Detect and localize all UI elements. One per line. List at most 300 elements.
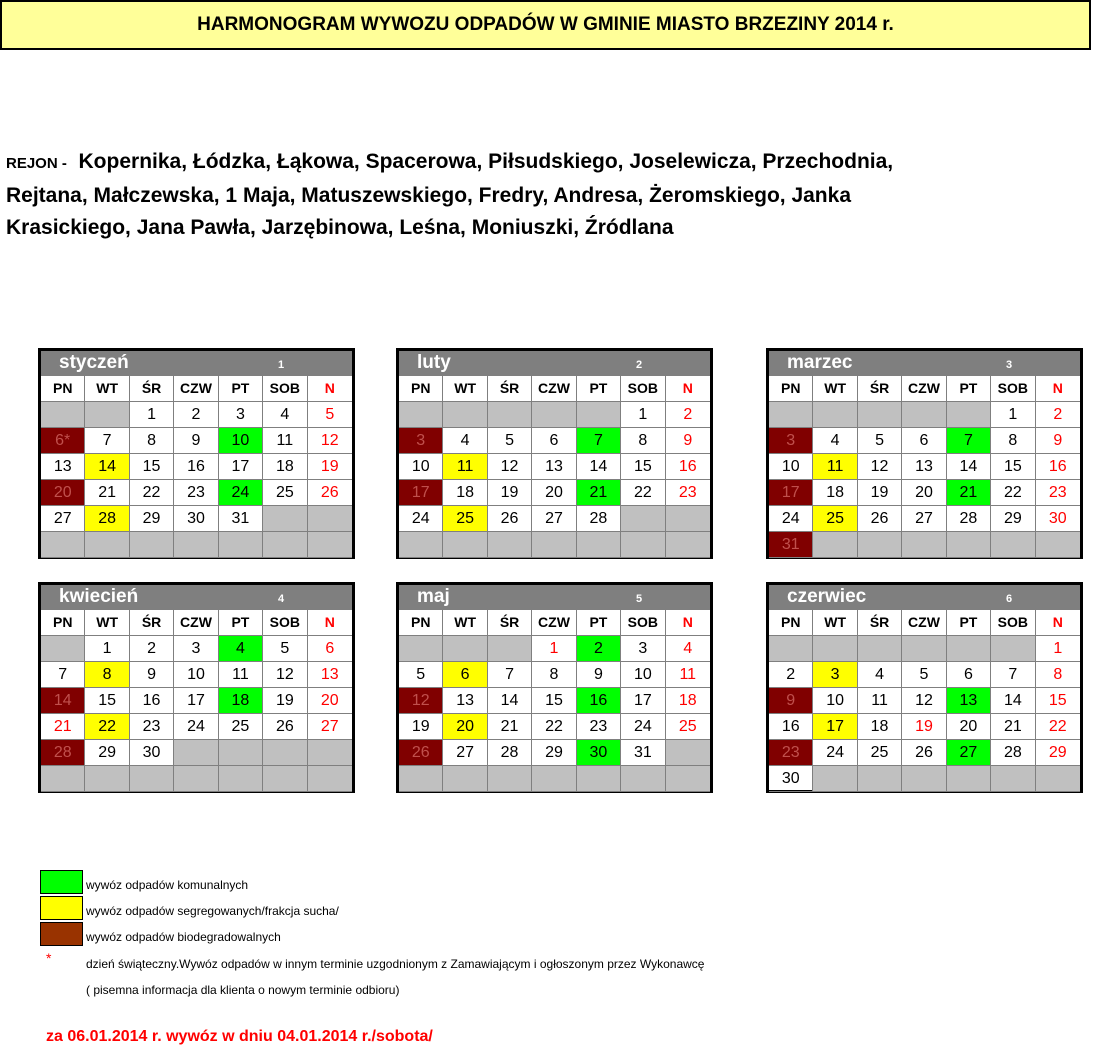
day-cell: 10 bbox=[174, 662, 218, 688]
legend-yellow-label: wywóz odpadów segregowanych/frakcja sucha/ bbox=[86, 904, 339, 918]
day-cell bbox=[947, 766, 991, 792]
day-cell bbox=[621, 532, 665, 558]
day-cell bbox=[902, 402, 946, 428]
day-cell: 2 bbox=[769, 662, 813, 688]
day-header: N bbox=[666, 610, 710, 636]
day-cell: 7 bbox=[85, 428, 129, 454]
day-cell: 29 bbox=[991, 506, 1035, 532]
day-cell: 4 bbox=[666, 636, 710, 662]
day-header: SOB bbox=[263, 376, 307, 402]
day-header: PN bbox=[399, 610, 443, 636]
day-cell: 5 bbox=[902, 662, 946, 688]
day-cell bbox=[991, 766, 1035, 792]
day-cell bbox=[308, 506, 352, 532]
day-cell: 3 bbox=[399, 428, 443, 454]
day-cell: 30 bbox=[1036, 506, 1080, 532]
day-cell: 10 bbox=[219, 428, 263, 454]
day-header: SOB bbox=[263, 610, 307, 636]
month-header bbox=[769, 351, 1080, 376]
day-cell bbox=[85, 532, 129, 558]
day-cell: 7 bbox=[991, 662, 1035, 688]
day-cell: 11 bbox=[858, 688, 902, 714]
day-cell bbox=[41, 766, 85, 792]
day-cell: 19 bbox=[858, 480, 902, 506]
day-cell bbox=[858, 402, 902, 428]
day-cell: 27 bbox=[902, 506, 946, 532]
month-grid bbox=[41, 610, 352, 792]
day-cell: 14 bbox=[577, 454, 621, 480]
day-cell bbox=[399, 766, 443, 792]
month-number: 1 bbox=[278, 359, 285, 371]
day-cell: 24 bbox=[813, 740, 857, 766]
month-header bbox=[769, 585, 1080, 610]
day-header: PT bbox=[577, 376, 621, 402]
day-cell bbox=[902, 532, 946, 558]
day-cell: 27 bbox=[308, 714, 352, 740]
day-cell: 20 bbox=[902, 480, 946, 506]
day-header: ŚR bbox=[858, 376, 902, 402]
day-cell bbox=[174, 766, 218, 792]
day-cell: 1 bbox=[130, 402, 174, 428]
day-cell bbox=[858, 532, 902, 558]
month-header bbox=[399, 351, 710, 376]
day-cell: 26 bbox=[399, 740, 443, 766]
day-cell bbox=[621, 766, 665, 792]
day-cell: 30 bbox=[769, 766, 813, 792]
day-cell bbox=[577, 766, 621, 792]
day-header: ŚR bbox=[488, 610, 532, 636]
day-cell: 29 bbox=[532, 740, 576, 766]
day-cell: 1 bbox=[991, 402, 1035, 428]
day-cell: 1 bbox=[85, 636, 129, 662]
day-cell: 16 bbox=[1036, 454, 1080, 480]
day-cell: 28 bbox=[85, 506, 129, 532]
day-cell: 19 bbox=[902, 714, 946, 740]
day-cell: 14 bbox=[488, 688, 532, 714]
day-cell: 21 bbox=[577, 480, 621, 506]
day-cell: 2 bbox=[174, 402, 218, 428]
day-cell: 18 bbox=[813, 480, 857, 506]
day-cell: 8 bbox=[991, 428, 1035, 454]
day-cell: 31 bbox=[769, 532, 813, 558]
day-cell: 26 bbox=[902, 740, 946, 766]
day-cell: 21 bbox=[41, 714, 85, 740]
day-cell: 15 bbox=[991, 454, 1035, 480]
legend-brown-label: wywóz odpadów biodegradowalnych bbox=[86, 930, 281, 944]
month-grid bbox=[769, 376, 1080, 558]
day-cell: 7 bbox=[41, 662, 85, 688]
day-cell bbox=[947, 532, 991, 558]
day-cell bbox=[308, 766, 352, 792]
day-header: N bbox=[1036, 610, 1080, 636]
day-cell bbox=[666, 740, 710, 766]
day-cell bbox=[947, 636, 991, 662]
day-cell: 30 bbox=[577, 740, 621, 766]
day-cell: 2 bbox=[666, 402, 710, 428]
day-cell: 18 bbox=[443, 480, 487, 506]
day-cell bbox=[85, 402, 129, 428]
day-cell: 17 bbox=[219, 454, 263, 480]
day-cell bbox=[263, 740, 307, 766]
day-cell: 16 bbox=[666, 454, 710, 480]
day-cell: 23 bbox=[769, 740, 813, 766]
day-cell: 27 bbox=[532, 506, 576, 532]
day-cell: 10 bbox=[621, 662, 665, 688]
day-cell: 25 bbox=[219, 714, 263, 740]
month-grid bbox=[399, 376, 710, 558]
day-cell: 14 bbox=[947, 454, 991, 480]
day-header: PN bbox=[769, 376, 813, 402]
day-cell: 25 bbox=[858, 740, 902, 766]
day-cell bbox=[399, 636, 443, 662]
day-cell bbox=[443, 402, 487, 428]
day-cell bbox=[991, 636, 1035, 662]
day-header: CZW bbox=[174, 610, 218, 636]
day-cell bbox=[399, 532, 443, 558]
day-cell: 6 bbox=[947, 662, 991, 688]
day-cell: 16 bbox=[174, 454, 218, 480]
day-cell bbox=[174, 740, 218, 766]
day-header: ŚR bbox=[130, 376, 174, 402]
day-cell: 5 bbox=[488, 428, 532, 454]
day-cell: 25 bbox=[443, 506, 487, 532]
day-cell bbox=[902, 636, 946, 662]
month-calendar bbox=[38, 582, 355, 793]
day-cell: 23 bbox=[577, 714, 621, 740]
day-cell bbox=[308, 532, 352, 558]
day-cell: 29 bbox=[1036, 740, 1080, 766]
day-header: WT bbox=[813, 376, 857, 402]
day-cell: 6* bbox=[41, 428, 85, 454]
day-cell bbox=[947, 402, 991, 428]
day-header: WT bbox=[443, 376, 487, 402]
day-header: PN bbox=[41, 376, 85, 402]
day-cell: 21 bbox=[991, 714, 1035, 740]
day-header: WT bbox=[443, 610, 487, 636]
day-cell: 21 bbox=[85, 480, 129, 506]
day-cell: 26 bbox=[488, 506, 532, 532]
day-cell: 7 bbox=[947, 428, 991, 454]
day-cell bbox=[621, 506, 665, 532]
day-cell: 16 bbox=[130, 688, 174, 714]
day-cell: 18 bbox=[219, 688, 263, 714]
day-cell bbox=[532, 402, 576, 428]
day-cell bbox=[263, 532, 307, 558]
day-cell: 8 bbox=[85, 662, 129, 688]
day-cell: 13 bbox=[308, 662, 352, 688]
day-cell bbox=[769, 636, 813, 662]
day-cell bbox=[488, 766, 532, 792]
day-cell: 3 bbox=[621, 636, 665, 662]
day-header: CZW bbox=[902, 376, 946, 402]
day-header: SOB bbox=[621, 376, 665, 402]
day-cell bbox=[577, 532, 621, 558]
day-cell: 26 bbox=[858, 506, 902, 532]
day-cell: 24 bbox=[174, 714, 218, 740]
day-cell: 2 bbox=[577, 636, 621, 662]
month-grid bbox=[399, 610, 710, 792]
day-cell: 30 bbox=[174, 506, 218, 532]
day-cell: 19 bbox=[488, 480, 532, 506]
day-header: SOB bbox=[991, 610, 1035, 636]
day-header: SOB bbox=[621, 610, 665, 636]
day-cell bbox=[263, 506, 307, 532]
day-cell: 15 bbox=[532, 688, 576, 714]
day-header: N bbox=[666, 376, 710, 402]
day-cell bbox=[813, 402, 857, 428]
day-cell bbox=[813, 636, 857, 662]
day-cell: 28 bbox=[991, 740, 1035, 766]
day-cell: 15 bbox=[85, 688, 129, 714]
month-calendar bbox=[766, 582, 1083, 793]
day-cell: 8 bbox=[1036, 662, 1080, 688]
day-cell bbox=[577, 402, 621, 428]
day-cell: 7 bbox=[577, 428, 621, 454]
day-cell: 15 bbox=[130, 454, 174, 480]
day-cell: 6 bbox=[532, 428, 576, 454]
day-cell: 2 bbox=[130, 636, 174, 662]
page-title: HARMONOGRAM WYWOZU ODPADÓW W GMINIE MIASTO BRZEZINY 2014 r. bbox=[0, 0, 1091, 50]
day-cell bbox=[41, 402, 85, 428]
day-cell: 3 bbox=[769, 428, 813, 454]
day-cell: 20 bbox=[532, 480, 576, 506]
day-cell: 28 bbox=[488, 740, 532, 766]
month-number: 3 bbox=[1006, 359, 1013, 371]
day-cell: 13 bbox=[532, 454, 576, 480]
month-name: marzec bbox=[787, 352, 853, 373]
day-cell bbox=[263, 766, 307, 792]
day-cell bbox=[488, 532, 532, 558]
day-cell: 28 bbox=[947, 506, 991, 532]
day-cell bbox=[1036, 766, 1080, 792]
day-cell: 27 bbox=[443, 740, 487, 766]
day-cell: 18 bbox=[666, 688, 710, 714]
day-cell bbox=[130, 766, 174, 792]
day-cell: 9 bbox=[666, 428, 710, 454]
day-cell bbox=[443, 636, 487, 662]
day-cell bbox=[858, 766, 902, 792]
day-cell: 11 bbox=[219, 662, 263, 688]
day-cell: 3 bbox=[174, 636, 218, 662]
day-header: PT bbox=[219, 610, 263, 636]
day-header: SOB bbox=[991, 376, 1035, 402]
day-cell: 14 bbox=[991, 688, 1035, 714]
day-cell: 25 bbox=[813, 506, 857, 532]
day-cell: 2 bbox=[1036, 402, 1080, 428]
day-cell: 23 bbox=[130, 714, 174, 740]
day-cell bbox=[666, 506, 710, 532]
day-cell bbox=[991, 532, 1035, 558]
day-cell: 13 bbox=[41, 454, 85, 480]
day-header: CZW bbox=[532, 610, 576, 636]
day-cell: 12 bbox=[263, 662, 307, 688]
day-cell: 20 bbox=[308, 688, 352, 714]
day-cell bbox=[488, 636, 532, 662]
day-cell: 22 bbox=[991, 480, 1035, 506]
day-cell: 26 bbox=[308, 480, 352, 506]
month-grid bbox=[769, 610, 1080, 792]
day-cell: 5 bbox=[858, 428, 902, 454]
month-number: 2 bbox=[636, 359, 643, 371]
day-cell: 20 bbox=[443, 714, 487, 740]
day-cell: 22 bbox=[621, 480, 665, 506]
day-header: ŚR bbox=[858, 610, 902, 636]
day-cell: 31 bbox=[621, 740, 665, 766]
day-cell: 29 bbox=[85, 740, 129, 766]
day-cell: 1 bbox=[532, 636, 576, 662]
day-cell: 6 bbox=[308, 636, 352, 662]
day-cell: 8 bbox=[532, 662, 576, 688]
day-cell: 17 bbox=[399, 480, 443, 506]
day-cell: 11 bbox=[443, 454, 487, 480]
month-number: 6 bbox=[1006, 593, 1013, 605]
day-cell: 31 bbox=[219, 506, 263, 532]
day-cell: 8 bbox=[130, 428, 174, 454]
day-header: N bbox=[1036, 376, 1080, 402]
day-header: WT bbox=[813, 610, 857, 636]
day-header: WT bbox=[85, 376, 129, 402]
day-cell: 28 bbox=[577, 506, 621, 532]
day-cell: 24 bbox=[769, 506, 813, 532]
day-cell bbox=[130, 532, 174, 558]
day-cell bbox=[41, 636, 85, 662]
day-cell: 1 bbox=[1036, 636, 1080, 662]
day-cell: 22 bbox=[1036, 714, 1080, 740]
day-cell: 13 bbox=[902, 454, 946, 480]
day-cell: 12 bbox=[308, 428, 352, 454]
day-cell bbox=[769, 402, 813, 428]
legend-brown-swatch bbox=[40, 922, 83, 946]
rejon-section bbox=[6, 146, 1096, 244]
day-header: ŚR bbox=[488, 376, 532, 402]
day-cell: 24 bbox=[621, 714, 665, 740]
day-cell: 12 bbox=[399, 688, 443, 714]
day-cell: 3 bbox=[219, 402, 263, 428]
day-cell: 10 bbox=[813, 688, 857, 714]
day-cell: 26 bbox=[263, 714, 307, 740]
day-cell: 7 bbox=[488, 662, 532, 688]
legend-holiday-note: ( pisemna informacja dla klienta o nowym terminie odbioru) bbox=[86, 983, 400, 997]
day-header: CZW bbox=[902, 610, 946, 636]
month-number: 4 bbox=[278, 593, 285, 605]
day-cell: 27 bbox=[41, 506, 85, 532]
day-header: CZW bbox=[532, 376, 576, 402]
day-cell: 25 bbox=[666, 714, 710, 740]
day-cell: 15 bbox=[1036, 688, 1080, 714]
day-cell: 23 bbox=[666, 480, 710, 506]
month-number: 5 bbox=[636, 593, 643, 605]
day-cell: 5 bbox=[263, 636, 307, 662]
month-name: czerwiec bbox=[787, 586, 867, 607]
day-cell: 19 bbox=[399, 714, 443, 740]
day-header: ŚR bbox=[130, 610, 174, 636]
day-cell: 17 bbox=[813, 714, 857, 740]
day-header: PT bbox=[947, 376, 991, 402]
day-cell: 8 bbox=[621, 428, 665, 454]
day-cell bbox=[1036, 532, 1080, 558]
day-cell: 9 bbox=[1036, 428, 1080, 454]
month-name: styczeń bbox=[59, 352, 129, 373]
day-cell: 6 bbox=[902, 428, 946, 454]
day-header: CZW bbox=[174, 376, 218, 402]
day-cell bbox=[219, 740, 263, 766]
bottom-note: za 06.01.2014 r. wywóz w dniu 04.01.2014 r./sobota/ bbox=[46, 1028, 433, 1045]
day-cell bbox=[813, 532, 857, 558]
rejon-streets-line2: Rejtana, Małczewska, 1 Maja, Matuszewskiego, Fredry, Andresa, Żeromskiego, Janka bbox=[6, 184, 851, 207]
day-cell: 4 bbox=[858, 662, 902, 688]
day-header: PN bbox=[399, 376, 443, 402]
day-cell: 11 bbox=[263, 428, 307, 454]
day-cell: 24 bbox=[219, 480, 263, 506]
day-cell: 12 bbox=[488, 454, 532, 480]
day-cell: 27 bbox=[947, 740, 991, 766]
day-header: PT bbox=[219, 376, 263, 402]
day-cell: 14 bbox=[41, 688, 85, 714]
day-cell bbox=[219, 532, 263, 558]
day-cell: 6 bbox=[443, 662, 487, 688]
month-header bbox=[399, 585, 710, 610]
day-cell bbox=[443, 766, 487, 792]
day-cell bbox=[443, 532, 487, 558]
day-cell: 23 bbox=[1036, 480, 1080, 506]
day-cell: 1 bbox=[621, 402, 665, 428]
day-cell: 10 bbox=[769, 454, 813, 480]
day-cell: 5 bbox=[399, 662, 443, 688]
day-cell bbox=[85, 766, 129, 792]
day-cell: 25 bbox=[263, 480, 307, 506]
day-cell: 19 bbox=[308, 454, 352, 480]
day-cell: 12 bbox=[858, 454, 902, 480]
day-cell: 3 bbox=[813, 662, 857, 688]
day-cell: 17 bbox=[621, 688, 665, 714]
day-cell: 4 bbox=[443, 428, 487, 454]
month-grid bbox=[41, 376, 352, 558]
day-cell: 17 bbox=[174, 688, 218, 714]
day-cell: 28 bbox=[41, 740, 85, 766]
legend-green-label: wywóz odpadów komunalnych bbox=[86, 878, 249, 892]
day-cell: 18 bbox=[263, 454, 307, 480]
day-cell: 11 bbox=[666, 662, 710, 688]
rejon-label: REJON - bbox=[6, 155, 67, 172]
month-calendar bbox=[766, 348, 1083, 559]
day-cell bbox=[488, 402, 532, 428]
day-cell bbox=[174, 532, 218, 558]
day-cell: 29 bbox=[130, 506, 174, 532]
month-header bbox=[41, 585, 352, 610]
month-calendar bbox=[396, 582, 713, 793]
day-cell: 14 bbox=[85, 454, 129, 480]
month-header bbox=[41, 351, 352, 376]
day-cell: 5 bbox=[308, 402, 352, 428]
day-cell: 21 bbox=[488, 714, 532, 740]
rejon-streets-line3: Krasickiego, Jana Pawła, Jarzębinowa, Leśna, Moniuszki, Źródlana bbox=[6, 216, 674, 239]
day-cell: 13 bbox=[947, 688, 991, 714]
month-calendar bbox=[38, 348, 355, 559]
day-cell: 21 bbox=[947, 480, 991, 506]
day-cell: 4 bbox=[219, 636, 263, 662]
day-cell bbox=[532, 766, 576, 792]
day-cell bbox=[308, 740, 352, 766]
day-cell: 9 bbox=[130, 662, 174, 688]
day-cell: 20 bbox=[947, 714, 991, 740]
day-cell: 20 bbox=[41, 480, 85, 506]
day-cell bbox=[219, 766, 263, 792]
day-cell: 16 bbox=[577, 688, 621, 714]
day-cell: 19 bbox=[263, 688, 307, 714]
day-cell: 23 bbox=[174, 480, 218, 506]
day-header: WT bbox=[85, 610, 129, 636]
day-cell: 15 bbox=[621, 454, 665, 480]
